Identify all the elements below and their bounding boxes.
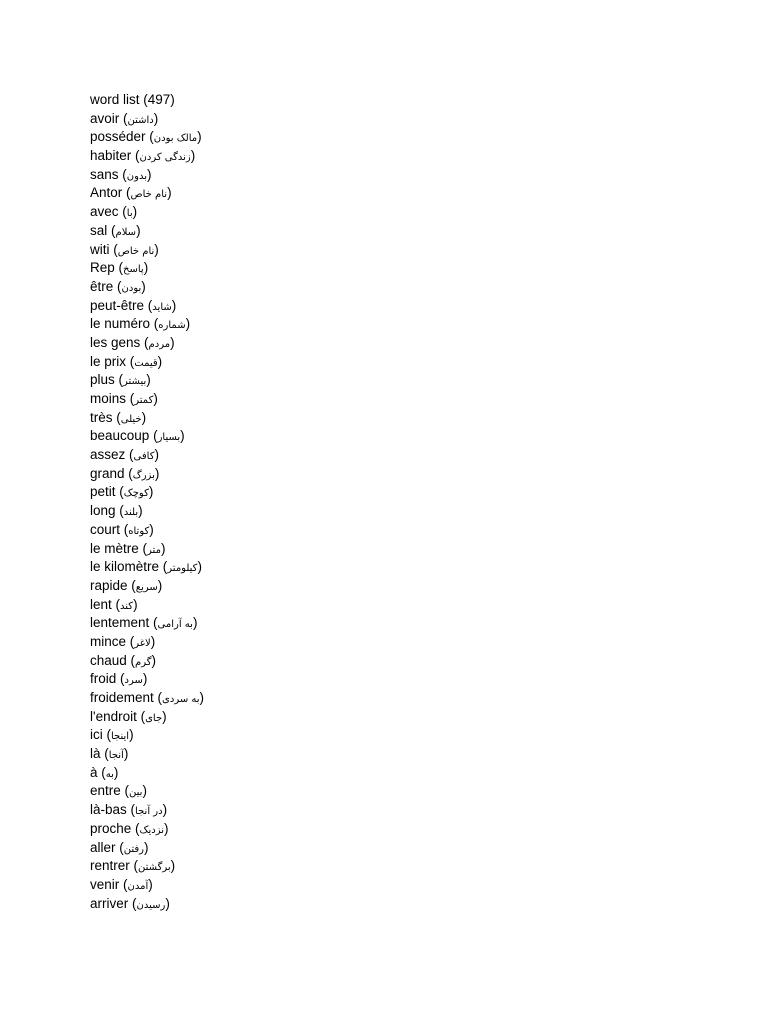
persian-translation: کند: [120, 600, 134, 612]
persian-translation: نام خاص: [117, 245, 155, 257]
french-word: mince: [90, 633, 127, 649]
french-word: sal: [90, 222, 108, 238]
persian-translation: بسیار: [157, 432, 181, 444]
french-word: habiter: [90, 148, 132, 164]
french-word: aller: [90, 839, 116, 855]
word-entry: plus (بیشتر): [90, 372, 151, 388]
word-entry: entre (بین): [90, 783, 147, 799]
french-word: chaud: [90, 652, 127, 668]
word-entry: l'endroit (جای): [90, 708, 167, 724]
word-entry: être (بودن): [90, 278, 146, 294]
french-word: l'endroit: [90, 708, 137, 724]
word-entry: long (بلند): [90, 503, 143, 519]
french-word: les gens: [90, 334, 141, 350]
french-word: Rep: [90, 260, 115, 276]
word-entry: lent (کند): [90, 596, 138, 612]
persian-translation: زندگی کردن: [139, 152, 191, 164]
persian-translation: بزرگ: [132, 469, 155, 481]
french-word: là: [90, 746, 101, 762]
persian-translation: نزدیک: [139, 824, 165, 836]
french-word: rapide: [90, 577, 128, 593]
persian-translation: اینجا: [111, 731, 130, 743]
word-entry: avec (با): [90, 204, 138, 220]
word-entry: habiter (زندگی کردن): [90, 148, 196, 164]
persian-translation: کمتر: [134, 395, 154, 406]
word-entry: court (کوتاه): [90, 521, 154, 537]
french-word: être: [90, 278, 114, 294]
persian-translation: به سردی: [162, 694, 200, 705]
word-entry: venir (آمدن): [90, 876, 153, 892]
persian-translation: کیلومتر: [167, 563, 198, 575]
word-list-heading: word list (497): [90, 92, 175, 107]
persian-translation: به: [105, 768, 114, 780]
word-entry: proche (نزدیک): [90, 820, 169, 836]
persian-translation: سرد: [124, 675, 143, 687]
word-entry: très (خیلی): [90, 409, 147, 425]
word-entry: chaud (گرم): [90, 652, 157, 668]
persian-translation: رفتن: [123, 843, 145, 855]
french-word: long: [90, 503, 116, 519]
french-word: assez: [90, 447, 126, 463]
word-entry: là-bas (در آنجا): [90, 802, 168, 818]
persian-translation: آنجا: [108, 750, 124, 762]
french-word: avoir: [90, 110, 120, 126]
persian-translation: لاغر: [134, 637, 151, 649]
word-entry: posséder (مالک بودن): [90, 129, 202, 145]
word-entry: aller (رفتن): [90, 839, 149, 855]
word-entry: ici (اینجا): [90, 727, 134, 743]
persian-translation: خیلی: [120, 413, 142, 425]
word-list: [90, 91, 204, 913]
word-entry: peut-être (شاید): [90, 297, 177, 313]
french-word: ici: [90, 727, 103, 743]
french-word: avec: [90, 204, 119, 220]
persian-translation: شاید: [152, 301, 172, 313]
persian-translation: رسیدن: [136, 899, 166, 911]
persian-translation: پاسخ: [123, 264, 144, 276]
word-entry: witi (نام خاص): [90, 241, 159, 257]
french-word: peut-être: [90, 297, 145, 313]
persian-translation: متر: [147, 544, 161, 556]
french-word: sans: [90, 166, 119, 182]
word-entry: Antor (نام خاص): [90, 185, 172, 201]
persian-translation: قیمت: [134, 357, 158, 369]
word-entry: sans (بدون): [90, 166, 152, 182]
french-word: court: [90, 521, 121, 537]
word-entry: rentrer (برگشتن): [90, 858, 176, 874]
persian-translation: سلام: [115, 226, 137, 238]
persian-translation: با: [126, 208, 133, 220]
persian-translation: آمدن: [127, 880, 149, 892]
word-entry: avoir (داشتن): [90, 110, 159, 126]
french-word: grand: [90, 465, 125, 481]
word-entry: à (به): [90, 764, 119, 780]
french-word: entre: [90, 783, 121, 799]
persian-translation: شماره: [158, 320, 186, 332]
word-entry: moins (کمتر): [90, 391, 158, 406]
persian-translation: بدون: [126, 170, 147, 182]
french-word: là-bas: [90, 802, 127, 818]
word-entry: le mètre (متر): [90, 540, 166, 556]
persian-translation: برگشتن: [138, 862, 171, 874]
word-entry: beaucoup (بسیار): [90, 428, 185, 444]
persian-translation: جای: [145, 712, 163, 724]
french-word: lent: [90, 596, 112, 612]
french-word: froid: [90, 671, 117, 687]
french-word: le mètre: [90, 540, 139, 556]
persian-translation: مالک بودن: [153, 133, 198, 145]
persian-translation: داشتن: [127, 114, 154, 126]
word-entry: petit (کوچک): [90, 484, 154, 500]
french-word: le prix: [90, 353, 127, 369]
word-entry: grand (بزرگ): [90, 465, 160, 481]
word-entry: lentement (به آرامی): [90, 615, 198, 631]
word-entry: le kilomètre (کیلومتر): [90, 559, 202, 575]
french-word: beaucoup: [90, 428, 150, 444]
persian-translation: بین: [129, 787, 143, 799]
french-word: arriver: [90, 895, 129, 911]
french-word: lentement: [90, 615, 150, 631]
french-word: moins: [90, 391, 127, 406]
persian-translation: گرم: [135, 656, 152, 668]
persian-translation: سریع: [135, 581, 158, 593]
word-entry: sal (سلام): [90, 222, 141, 238]
french-word: le numéro: [90, 316, 151, 332]
persian-translation: نام خاص: [130, 189, 168, 201]
word-entry: froidement (به سردی): [90, 690, 205, 705]
french-word: petit: [90, 484, 116, 500]
persian-translation: بودن: [121, 282, 142, 294]
french-word: plus: [90, 372, 115, 388]
word-entry: assez (کافی): [90, 447, 159, 463]
word-entry: là (آنجا): [90, 746, 129, 762]
word-entry: le prix (قیمت): [90, 353, 163, 369]
french-word: Antor: [90, 185, 123, 201]
word-entry: mince (لاغر): [90, 633, 156, 649]
french-word: proche: [90, 820, 132, 836]
persian-translation: بیشتر: [123, 376, 147, 388]
french-word: witi: [90, 241, 110, 257]
french-word: rentrer: [90, 858, 130, 874]
word-entry: le numéro (شماره): [90, 316, 191, 332]
french-word: froidement: [90, 690, 154, 705]
word-entry: Rep (پاسخ): [90, 260, 149, 276]
word-entry: les gens (مردم): [90, 334, 175, 350]
persian-translation: بلند: [123, 507, 139, 519]
word-entry: arriver (رسیدن): [90, 895, 170, 911]
persian-translation: مردم: [148, 338, 171, 350]
french-word: venir: [90, 876, 120, 892]
word-entry: froid (سرد): [90, 671, 148, 687]
persian-translation: در آنجا: [135, 806, 163, 818]
persian-translation: کوتاه: [128, 525, 150, 537]
french-word: posséder: [90, 129, 146, 145]
french-word: très: [90, 409, 113, 425]
french-word: le kilomètre: [90, 559, 160, 575]
persian-translation: به آرامی: [157, 619, 193, 631]
persian-translation: کوچک: [123, 488, 149, 500]
french-word: à: [90, 764, 98, 780]
word-entry: rapide (سریع): [90, 577, 163, 593]
persian-translation: کافی: [133, 451, 155, 463]
